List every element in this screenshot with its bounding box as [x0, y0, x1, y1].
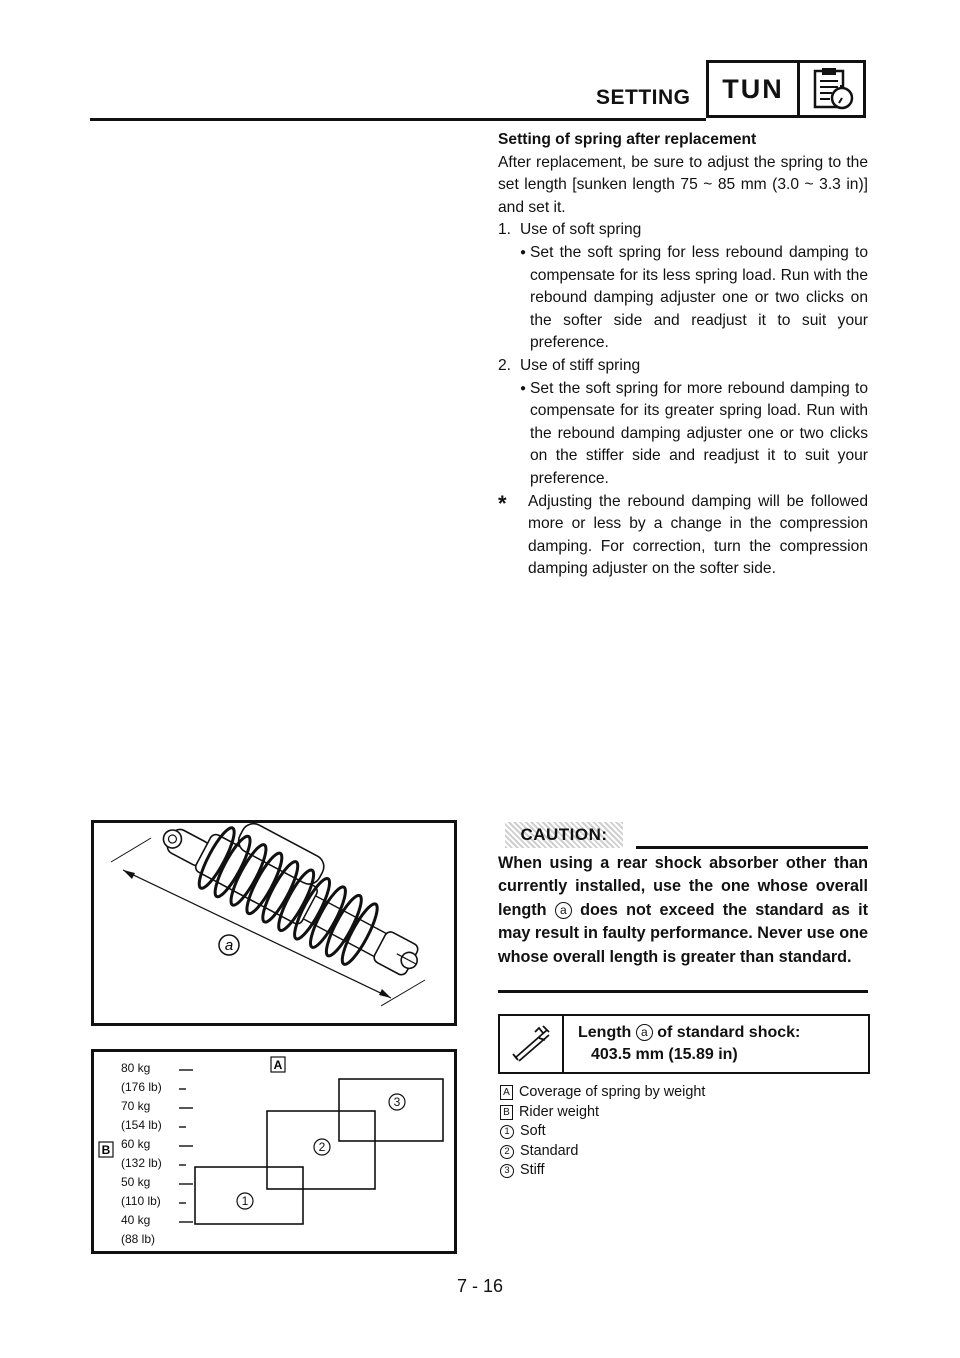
item-label: Use of soft spring [520, 221, 642, 239]
figure-legend [498, 1083, 705, 1181]
spec-text [564, 1016, 800, 1072]
caution-text-2: does not exceed the standard as it may result in faulty performance. Never use one whose overall length is greater than standard. [498, 900, 869, 966]
spec-label-1: Length [578, 1024, 632, 1041]
weight-label: (110 lb) [121, 1194, 161, 1208]
legend-item [498, 1083, 705, 1103]
legend-key: B [500, 1105, 513, 1120]
legend-key: 3 [500, 1164, 514, 1178]
main-text [498, 129, 868, 581]
header-rule [90, 118, 706, 121]
chapter-code: TUN [709, 63, 800, 115]
bullet-icon: ● [520, 246, 527, 258]
list-item [498, 355, 868, 378]
weight-label: 80 kg [121, 1061, 151, 1075]
legend-item [498, 1122, 705, 1142]
weight-label: (88 lb) [121, 1232, 156, 1246]
spec-box [498, 1014, 870, 1074]
caution-text-1: When using a rear shock absorber other than currently installed, use the one whose overall length [498, 854, 868, 919]
legend-item [498, 1161, 705, 1181]
range-key: 2 [318, 1140, 326, 1154]
item-label: Use of stiff spring [520, 356, 641, 374]
legend-key: 2 [500, 1145, 514, 1159]
weight-label: 70 kg [121, 1099, 151, 1113]
caution-text [498, 852, 868, 969]
legend-text: Standard [520, 1142, 579, 1159]
bullet-icon: ● [520, 382, 527, 394]
note-text: Adjusting the rebound damping will be followed more or less by a change in the compression damping. For correction, turn the compression damping adjuster on the softer side. [528, 492, 868, 578]
legend-text: Stiff [520, 1162, 545, 1179]
weight-label: 50 kg [121, 1175, 151, 1189]
label-a: A [273, 1058, 283, 1072]
bullet-text: Set the soft spring for more rebound damping to compensate for its greater spring load. Run with the rebound damping adjuster one or two clicks on the stiffer side and readjust it to suit your preference. [530, 379, 868, 487]
mark-a: a [555, 902, 572, 919]
note [498, 491, 868, 581]
weight-label: 40 kg [121, 1213, 151, 1227]
list-bullet [498, 242, 868, 355]
range-key: 3 [393, 1095, 401, 1109]
legend-item [498, 1142, 705, 1162]
spring-weight-chart [91, 1049, 457, 1254]
chapter-tab [706, 60, 866, 118]
legend-key: 1 [500, 1125, 514, 1139]
bullet-text: Set the soft spring for less rebound damping to compensate for its less spring load. Run with the rebound damping adjuster one or two clicks on the softer side and readjust it to suit your preference. [530, 243, 868, 352]
spec-value: 403.5 mm (15.89 in) [591, 1046, 738, 1063]
spec-label-2: of standard shock: [657, 1024, 801, 1041]
section-title: SETTING [596, 86, 691, 109]
shock-absorber-figure [91, 820, 457, 1026]
caution-badge: CAUTION: [505, 822, 623, 848]
legend-text: Rider weight [519, 1103, 599, 1120]
range-key: 1 [241, 1194, 249, 1208]
subsection-title: Setting of spring after replacement [498, 131, 757, 148]
caution-rule [636, 846, 868, 849]
clipboard-stopwatch-icon [800, 63, 863, 115]
list-item [498, 219, 868, 242]
caliper-icon [500, 1016, 564, 1072]
asterisk-icon: * [498, 490, 507, 516]
mark-a: a [636, 1024, 653, 1041]
list-bullet [498, 378, 868, 491]
weight-label: 60 kg [121, 1137, 151, 1151]
page-number: 7 - 16 [456, 1276, 504, 1296]
legend-text: Coverage of spring by weight [519, 1084, 706, 1100]
legend-item [498, 1103, 705, 1123]
item-number: 2. [498, 356, 512, 374]
item-number: 1. [498, 221, 512, 239]
caution-bottom-rule [498, 990, 868, 993]
weight-label: (154 lb) [121, 1118, 162, 1132]
legend-text: Soft [520, 1123, 546, 1140]
weight-label: (176 lb) [121, 1080, 162, 1094]
label-b: B [101, 1143, 111, 1157]
callout-a: a [224, 937, 234, 954]
intro-paragraph: After replacement, be sure to adjust the spring to the set length [sunken length 75 ~ 85 mm (3.0 ~ 3.3 in)] and set it. [498, 153, 868, 216]
weight-label: (132 lb) [121, 1156, 162, 1170]
legend-key: A [500, 1085, 513, 1100]
